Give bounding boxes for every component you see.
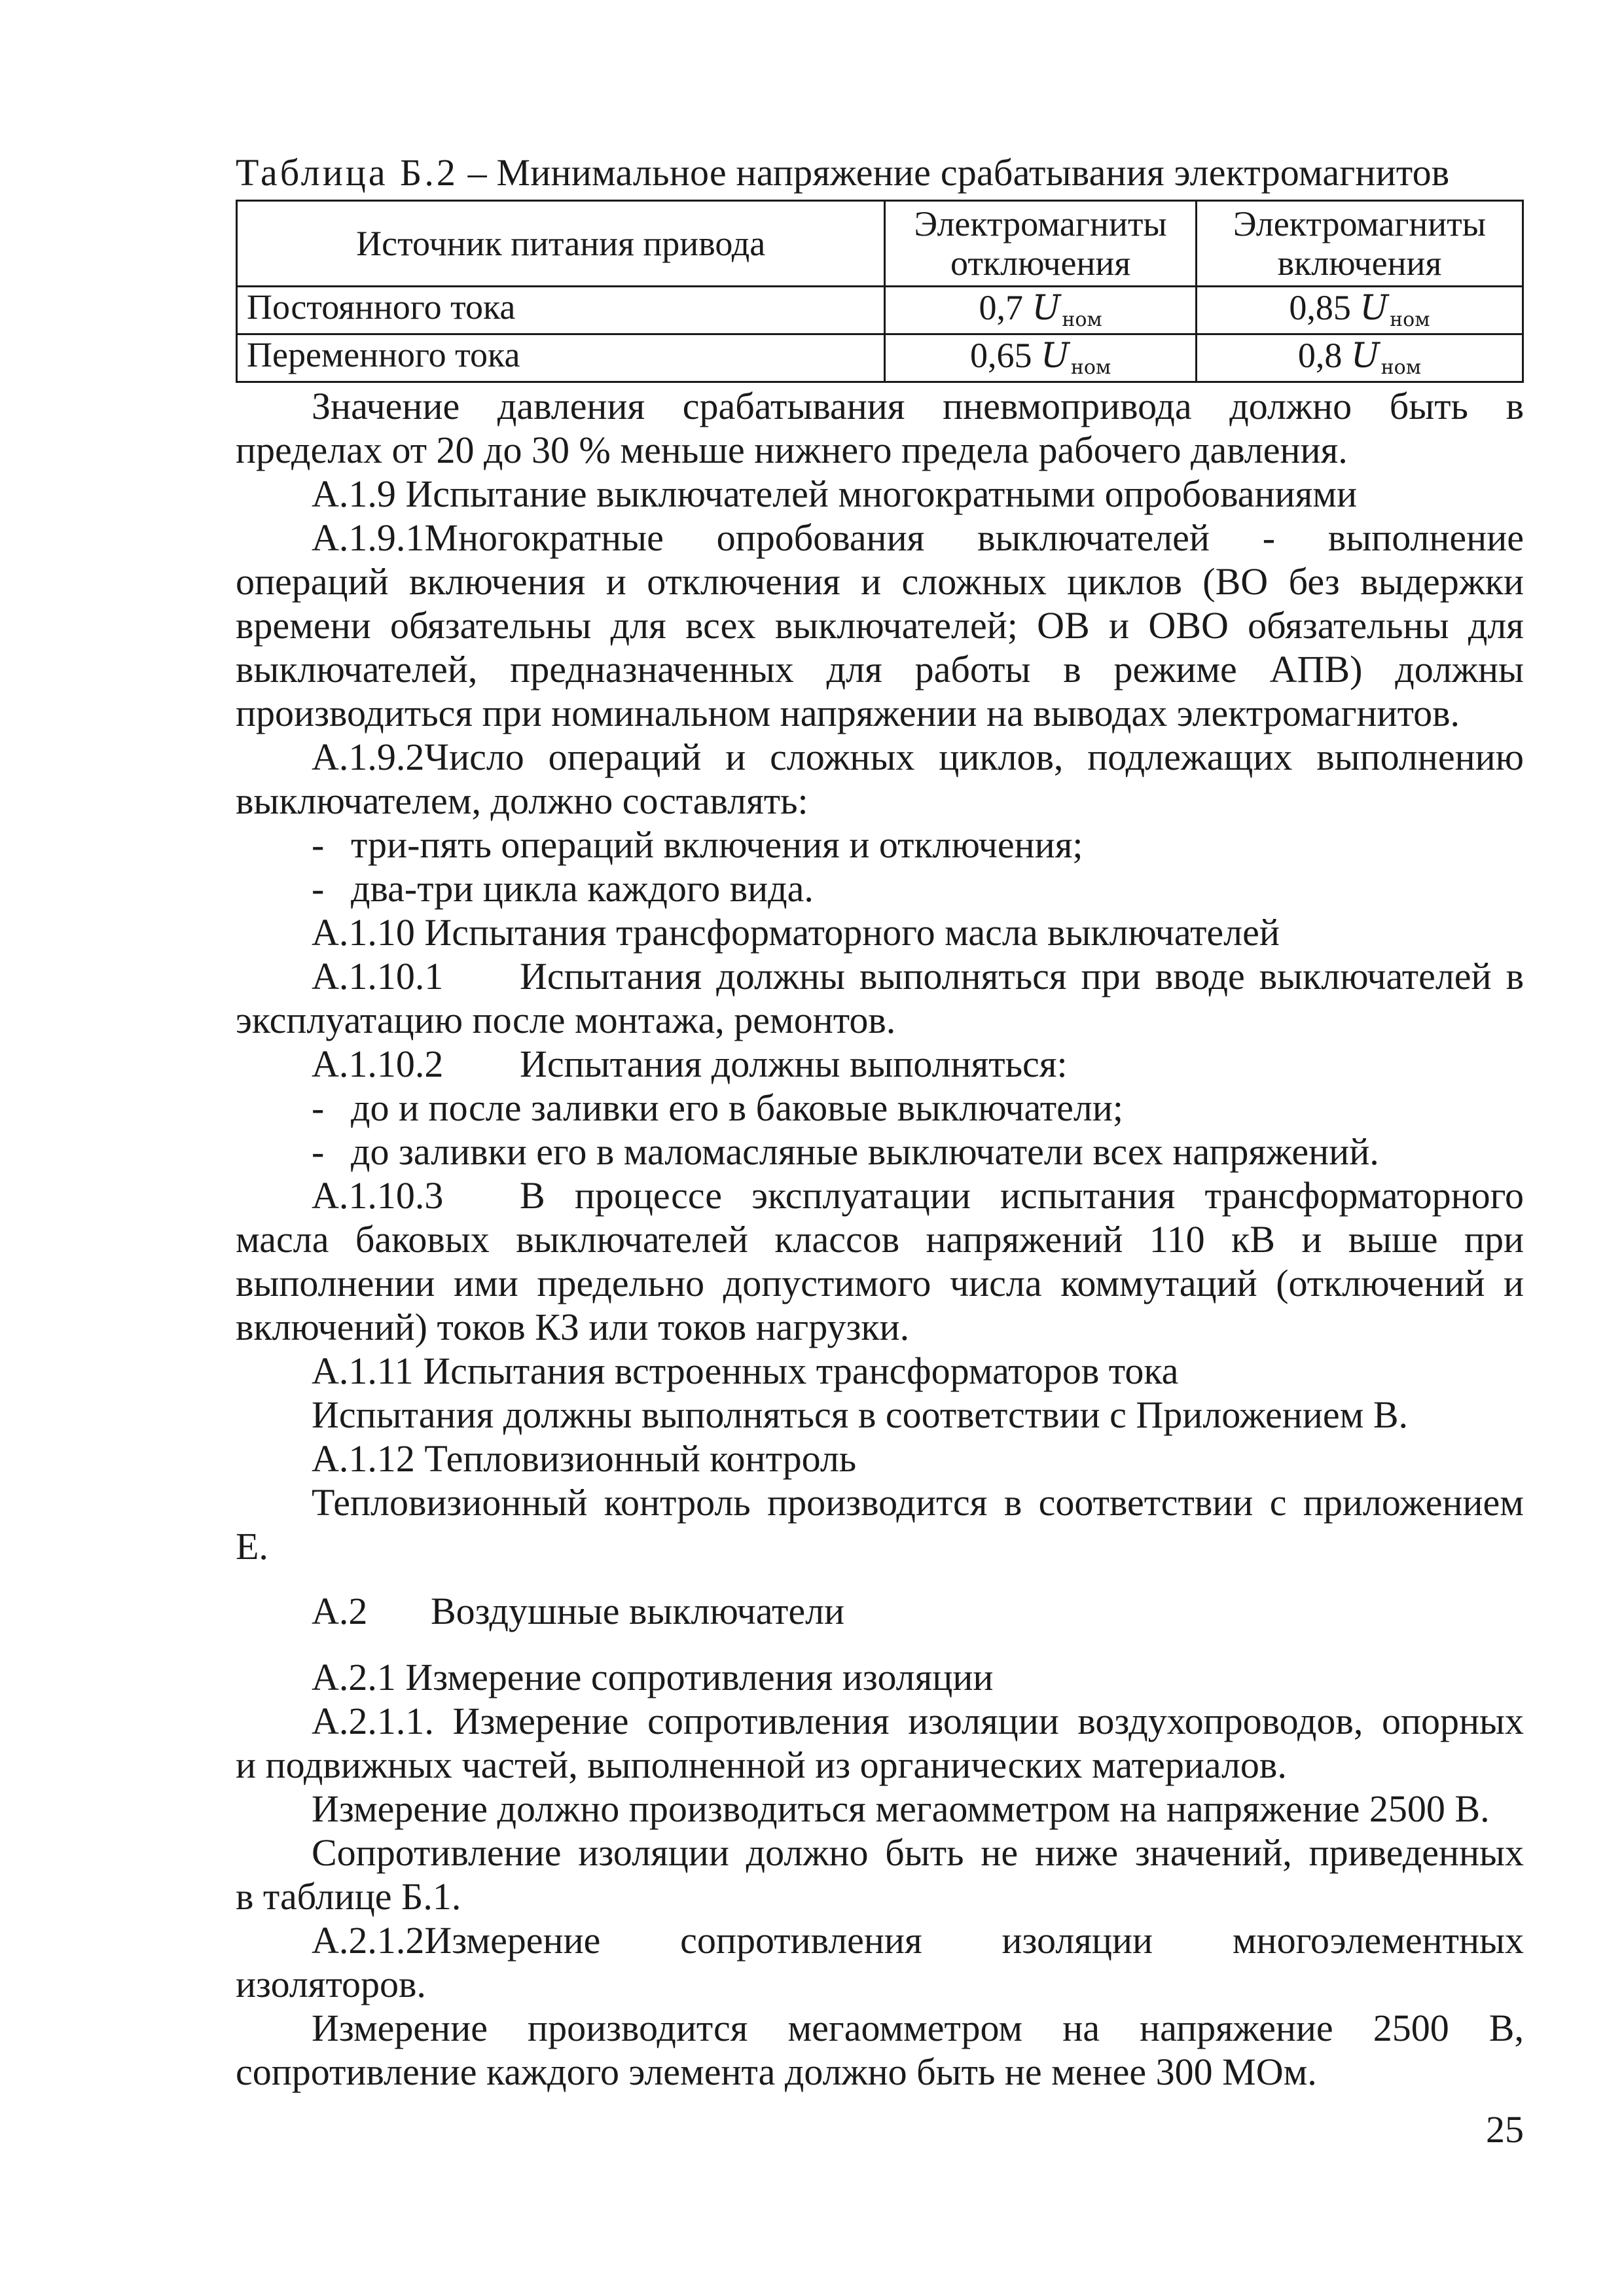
list-dash: - — [312, 823, 325, 866]
text-line: производиться при номинальном напряжении на выводах электромагнитов. — [236, 692, 1460, 734]
text-line: выключателем, должно составлять: — [236, 780, 808, 822]
paragraph-a1101 — [236, 954, 1524, 1042]
list-item — [236, 823, 1524, 867]
solenoid-voltage-table — [236, 200, 1524, 383]
text-line: эксплуатацию после монтажа, ремонтов. — [236, 999, 896, 1041]
section-heading-a2 — [236, 1589, 1524, 1633]
table-header-row — [237, 201, 1523, 287]
operations-list — [236, 823, 1524, 910]
section-heading-a110: А.1.10 Испытания трансформаторного масла выключателей — [312, 911, 1280, 954]
paragraph-a211 — [236, 1699, 1524, 1787]
page-number: 25 — [1486, 2108, 1524, 2151]
text-line: А.1.9.1Многократные опробования выключателей - выполнение — [312, 516, 1524, 559]
text-line: сопротивление каждого элемента должно быть не менее 300 МОм. — [236, 2051, 1317, 2093]
voltage-coefficient: 0,7 — [979, 287, 1023, 327]
text-line: выполнении ими предельно допустимого числа коммутаций (отключений и — [236, 1262, 1524, 1304]
voltage-symbol: U — [1041, 336, 1070, 376]
list-item-text: до заливки его в маломасляные выключатели всех напряжений. — [351, 1130, 1379, 1173]
table-row — [237, 334, 1523, 382]
paragraph-a1103 — [236, 1174, 1524, 1349]
list-item — [236, 1086, 1524, 1130]
row-power-source: Постоянного тока — [237, 287, 885, 334]
list-dash: - — [312, 867, 325, 910]
list-item-text: три-пять операций включения и отключения; — [351, 823, 1083, 866]
list-item-text: два-три цикла каждого вида. — [351, 867, 814, 910]
list-dash: - — [312, 1086, 325, 1129]
section-heading-a21: А.2.1 Измерение сопротивления изоляции — [312, 1656, 994, 1698]
section-number: А.2 — [312, 1590, 368, 1632]
header-power-source: Источник питания привода — [237, 201, 885, 287]
text-line: включений) токов КЗ или токов нагрузки. — [236, 1306, 910, 1348]
clause-number: А.1.10.1 — [312, 955, 444, 997]
voltage-subscript: ном — [1070, 355, 1111, 379]
table-caption — [236, 151, 1524, 194]
header-close-solenoids: Электромагниты включения — [1196, 201, 1523, 287]
text-line: А.2.1.2Измерение сопротивления изоляции многоэлементных — [312, 1919, 1524, 1962]
clause-number: А.1.10.3 — [312, 1174, 444, 1217]
text-line: выключателей, предназначенных для работы в режиме АПВ) должны — [236, 648, 1524, 691]
table-caption-title: – Минимальное напряжение срабатывания электромагнитов — [467, 151, 1450, 194]
row-close-voltage — [1196, 334, 1523, 382]
paragraph-a212 — [236, 1918, 1524, 2006]
section-heading-a111: А.1.11 Испытания встроенных трансформаторов тока — [312, 1350, 1179, 1392]
voltage-symbol: U — [1350, 336, 1380, 376]
voltage-subscript: ном — [1062, 308, 1102, 331]
paragraph-a192 — [236, 735, 1524, 823]
pressure-paragraph — [236, 384, 1524, 472]
text-line — [236, 1174, 1524, 1217]
voltage-subscript: ном — [1380, 355, 1422, 379]
paragraph-a111: Испытания должны выполняться в соответствии с Приложением В. — [312, 1393, 1409, 1436]
text-line: операций включения и отключения и сложных циклов (ВО без выдержки — [236, 560, 1524, 603]
paragraph-a211-voltage: Измерение должно производиться мегаомметром на напряжение 2500 В. — [312, 1787, 1490, 1830]
text-line — [236, 954, 1524, 998]
text-line: Сопротивление изоляции должно быть не ниже значений, приведенных — [312, 1831, 1524, 1874]
paragraph-a191 — [236, 516, 1524, 735]
voltage-coefficient: 0,85 — [1289, 287, 1351, 327]
clause-number: А.1.10.2 — [312, 1043, 444, 1085]
voltage-symbol: U — [1360, 288, 1389, 328]
header-trip-solenoids: Электромагниты отключения — [885, 201, 1197, 287]
text-line: А.1.9.2Число операций и сложных циклов, подлежащих выполнению — [312, 736, 1524, 778]
list-item-text: до и после заливки его в баковые выключатели; — [351, 1086, 1123, 1129]
row-trip-voltage — [885, 287, 1197, 334]
voltage-coefficient: 0,8 — [1297, 335, 1343, 375]
voltage-subscript: ном — [1390, 308, 1430, 331]
row-power-source: Переменного тока — [237, 334, 885, 382]
list-dash: - — [312, 1130, 325, 1173]
text-line: времени обязательны для всех выключателей; ОВ и ОВО обязательны для — [236, 604, 1524, 647]
clause-text: В процессе эксплуатации испытания трансформаторного — [520, 1174, 1524, 1217]
oil-tests-list — [236, 1086, 1524, 1174]
document-page — [236, 151, 1524, 2094]
text-line: Е. — [236, 1525, 268, 1568]
table-caption-label: Таблица Б.2 — [236, 151, 458, 194]
row-trip-voltage — [885, 334, 1197, 382]
text-line: масла баковых выключателей классов напряжений 110 кВ и выше при — [236, 1218, 1524, 1261]
voltage-coefficient: 0,65 — [970, 335, 1032, 375]
text-line: и подвижных частей, выполненной из органических материалов. — [236, 1744, 1287, 1786]
paragraph-a211-resistance — [236, 1831, 1524, 1918]
section-title: Воздушные выключатели — [431, 1590, 845, 1632]
paragraph-a212-measurement — [236, 2006, 1524, 2094]
clause-text: Испытания должны выполняться: — [520, 1043, 1068, 1085]
text-line: Измерение производится мегаомметром на напряжение 2500 В, — [312, 2007, 1524, 2049]
table-row — [237, 287, 1523, 334]
text-line: А.2.1.1. Измерение сопротивления изоляции воздухопроводов, опорных — [312, 1700, 1524, 1742]
text-line: в таблице Б.1. — [236, 1875, 461, 1918]
row-close-voltage — [1196, 287, 1523, 334]
section-heading-a112: А.1.12 Тепловизионный контроль — [312, 1437, 857, 1480]
paragraph-a1102 — [236, 1042, 1524, 1086]
text-line: изоляторов. — [236, 1963, 426, 2005]
text-line: пределах от 20 до 30 % меньше нижнего предела рабочего давления. — [236, 429, 1348, 471]
text-line: Значение давления срабатывания пневмопривода должно быть в — [312, 385, 1524, 427]
section-heading-a19: А.1.9 Испытание выключателей многократными опробованиями — [312, 473, 1357, 515]
voltage-symbol: U — [1032, 288, 1061, 328]
text-line: Тепловизионный контроль производится в соответствии с приложением — [312, 1481, 1524, 1524]
paragraph-a112 — [236, 1480, 1524, 1568]
list-item — [236, 1130, 1524, 1174]
clause-text: Испытания должны выполняться при вводе выключателей в — [520, 955, 1524, 997]
list-item — [236, 867, 1524, 910]
